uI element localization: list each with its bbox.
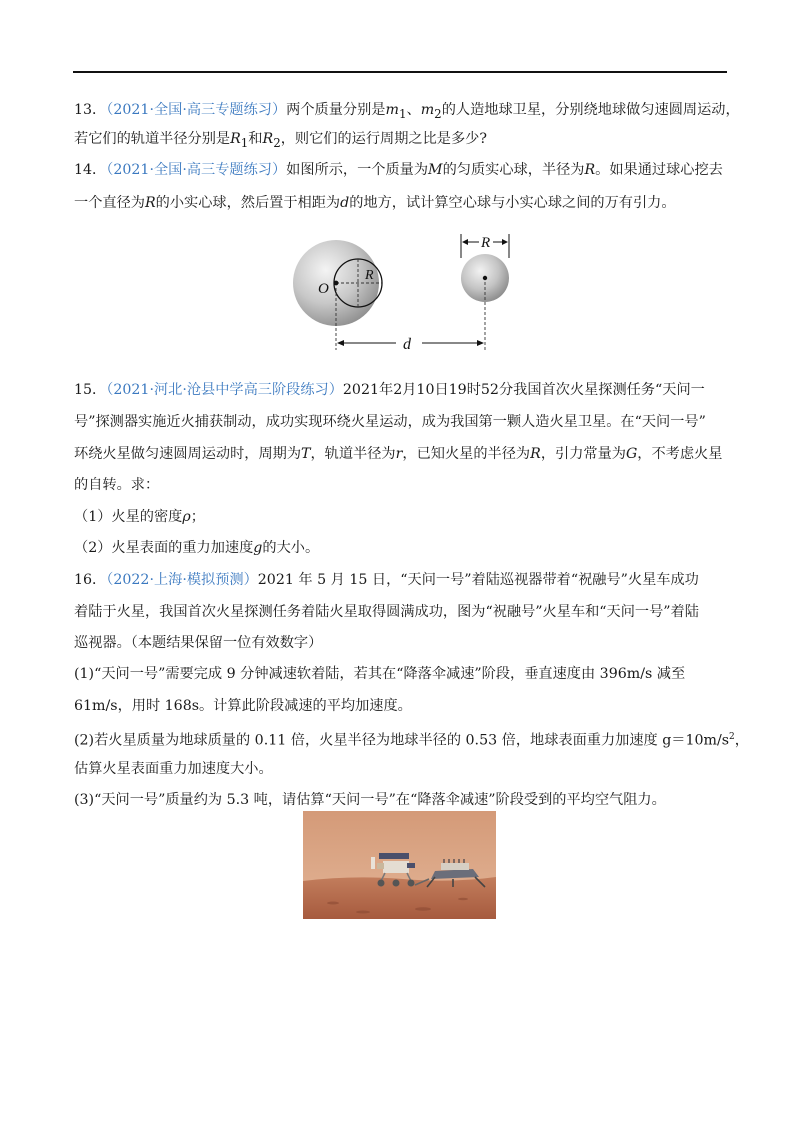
q15-sub1: （1）火星的密度ρ； [74, 509, 205, 525]
q16-part2a: (2)若火星质量为地球质量的 0.11 倍，火星半径为地球半径的 0.53 倍，地球表面重力加速度 $g=10m/s^2$， [74, 732, 749, 749]
q15-source: （2021·河北·沧县中学高三阶段练习） [106, 382, 343, 398]
spheres-figure [286, 228, 526, 358]
q15-sub2: （2）火星表面的重力加速度g的大小。 [74, 540, 320, 556]
q16-part2b: 估算火星表面重力加速度大小。 [74, 761, 273, 777]
q14-line2: 一个直径为R的小实心球，然后置于相距为d的地方，试计算空心球与小实心球之间的万有引力。 [74, 195, 676, 211]
label-R-diameter: R [481, 235, 491, 251]
mars-rover-photo [303, 811, 496, 919]
q16-source: （2022·上海·模拟预测） [106, 572, 258, 588]
header-rule [73, 71, 727, 73]
label-R-cavity: R [365, 268, 374, 283]
q13-source: （2021·全国·高三专题练习） [106, 102, 287, 118]
q13-line2: 若它们的轨道半径分别是$R_1$和$R_2$，则它们的运行周期之比是多少? [74, 131, 487, 150]
q16-line3: 巡视器。（本题结果保留一位有效数字） [74, 635, 323, 651]
label-d: d [403, 336, 411, 353]
q13-line1: 13．（2021·全国·高三专题练习）两个质量分别是$m_1$、$m_2$的人造地球卫星，分别绕地球做匀速圆周运动， [74, 102, 740, 121]
q16-line2: 着陆于火星，我国首次火星探测任务着陆火星取得圆满成功，图为“祝融号”火星车和“天问一号”着陆 [74, 604, 699, 620]
q15-line1: 15．（2021·河北·沧县中学高三阶段练习）2021年2月10日19时52分我国首次火星探测任务“天问一 [74, 382, 705, 398]
q16-part3: (3)“天问一号”质量约为 5.3 吨，请估算“天问一号”在“降落伞减速”阶段受到的平均空气阻力。 [74, 792, 666, 808]
q16-line1: 16．（2022·上海·模拟预测）2021 年 5 月 15 日，“天问一号”着陆巡视器带着“祝融号”火星车成功 [74, 572, 699, 588]
q15-line2: 号”探测器实施近火捕获制动，成功实现环绕火星运动，成为我国第一颗人造火星卫星。在“天问一号” [74, 414, 706, 430]
q15-line3: 环绕火星做匀速圆周运动时，周期为T，轨道半径为r，已知火星的半径为R，引力常量为G，不考虑火星 [74, 446, 723, 462]
q15-line4: 的自转。求： [74, 477, 160, 493]
small-center-point [483, 276, 487, 280]
center-point-O [334, 281, 339, 286]
q14-source: （2021·全国·高三专题练习） [106, 162, 287, 178]
q14-line1: 14．（2021·全国·高三专题练习）如图所示，一个质量为M的匀质实心球，半径为R。如果通过球心挖去 [74, 162, 723, 178]
q16-part1b: 61m/s，用时 168s。计算此阶段减速的平均加速度。 [74, 698, 412, 714]
q16-part1a: (1)“天问一号”需要完成 9 分钟减速软着陆，若其在“降落伞减速”阶段，垂直速度由 396m/s 减至 [74, 666, 686, 682]
label-O: O [318, 281, 329, 297]
